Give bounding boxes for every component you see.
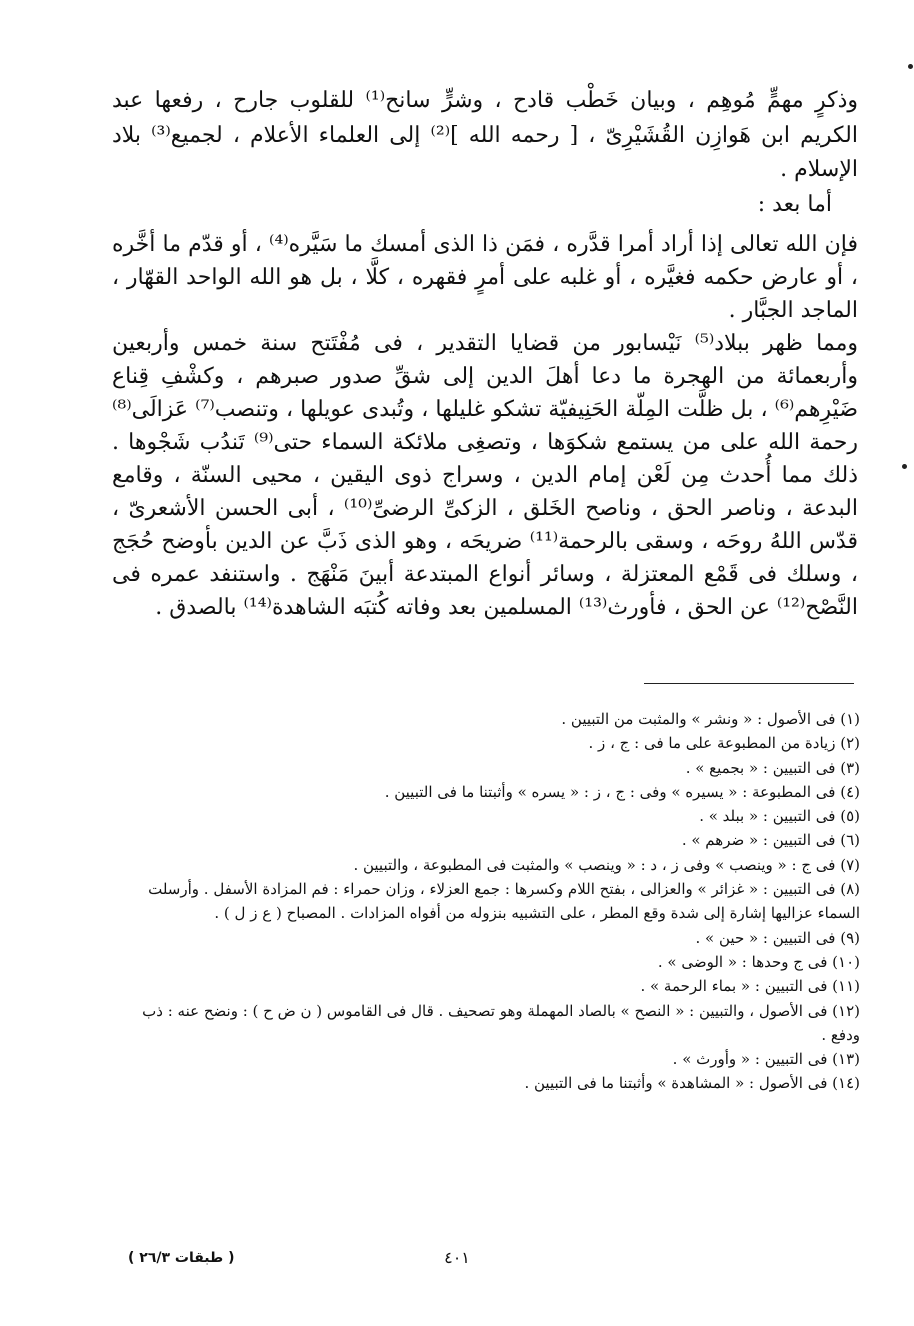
footnote-13: (١٣) فى التبيين : « وأورث » . bbox=[672, 1050, 860, 1069]
footnote-2: (٢) زيادة من المطبوعة على ما فى : ج ، ز . bbox=[588, 734, 860, 753]
page-number: ٤٠١ bbox=[444, 1248, 470, 1267]
paragraph-1: وذكرٍ مهمٍّ مُوهِم ، وبيان خَطْب قادح ، وشرٍّ سانح⁽¹⁾ للقلوب جارح ، رفعها عبد الكريم ابن هَوازِن القُشَيْرِىّ ، [ رحمه الله ]⁽²⁾ إلى العلماء الأعلام ، لجميع⁽³⁾ بلاد الإسلام . bbox=[112, 88, 859, 182]
footnote-3: (٣) فى التبيين : « بجميع » . bbox=[685, 758, 860, 777]
volume-signature: ( طبقات ٢٦/٣ ) bbox=[128, 1250, 235, 1266]
paragraph-4: ومما ظهر ببلاد⁽⁵⁾ نَيْسابور من قضايا التقدير ، فى مُفْتَتح سنة خمس وأربعين وأربعمائة من الهجرة ما دعا أهلَ الدين إلى شقِّ صدور صبرهم ، وكشْفِ قِناع ضَيْرِهم⁽⁶⁾ ، بل ظلَّت المِلّة الحَنِيفيّة تشكو غليلها ، وتُبدى عويلها ، وتنصب⁽⁷⁾ عَزالَى⁽⁸⁾ رحمة الله على من يستمع شكوَها ، وتصغِى ملائكة السماء حتى⁽⁹⁾ تَندُب شَجْوها . ذلك مما أُحدث مِن لَعْن إمام الدين ، وسراج ذوى اليقين ، محيى السنّة ، وقامع البدعة ، وناصر الحق ، وناصح الخَلق ، الزكىِّ الرضىِّ⁽¹⁰⁾ ، أبى الحسن الأشعرىّ ، قدّس اللهُ روحَه ، وسقى بالرحمة⁽¹¹⁾ ضريحَه ، وهو الذى ذَبَّ عن الدين بأوضح حُجَج ، وسلك فى قَمْع المعتزلة ، وسائر أنواع المبتدعة أبينَ مَنْهَج . واستنفد عمره فى النَّصْح⁽¹²⁾ عن الحق ، فأورث⁽¹³⁾ المسلمين بعد وفاته كُتبَه الشاهدة⁽¹⁴⁾ بالصدق . bbox=[112, 331, 859, 620]
footnote-6: (٦) فى التبيين : « ضرهم » . bbox=[681, 831, 860, 850]
footnote-10: (١٠) فى ج وحدها : « الوضى » . bbox=[657, 952, 860, 971]
footnote-14: (١٤) فى الأصول : « المشاهدة » وأثبتنا ما فى التبيين . bbox=[524, 1074, 860, 1093]
footnote-1: (١) فى الأصول : « ونشر » والمثبت من التبيين . bbox=[561, 710, 860, 728]
main-text bbox=[112, 84, 858, 624]
footnote-separator bbox=[644, 683, 854, 684]
footnote-8: (٨) فى التبيين : « غزائر » والعزالى ، بفتح اللام وكسرها : جمع العزلاء ، وزان حمراء : فم المزادة الأسفل . وأرسلت السماء عزاليها إشارة إلى شدة وقع المطر ، على التشبيه بنزوله من أفواه المزادات . المصباح ( ع ز ل ) . bbox=[148, 880, 860, 923]
footnote-7: (٧) فى ج : « وينصب » وفى ز ، د : « وينصب » والمثبت فى المطبوعة ، والتبيين . bbox=[353, 855, 860, 874]
footnote-5: (٥) فى التبيين : « ببلد » . bbox=[699, 807, 860, 826]
margin-speck bbox=[908, 64, 913, 69]
paragraph-3: فإن الله تعالى إذا أراد أمرا قدَّره ، فمَن ذا الذى أمسك ما سَيَّره⁽⁴⁾ ، أو قدّم ما أخَّره ، أو عارض حكمه فغيَّره ، أو غلبه على أمرٍ فقهره ، كلَّا ، بل هو الله الواحد القهّار ، الماجد الجبَّار . bbox=[112, 232, 858, 323]
footnotes bbox=[112, 707, 860, 1096]
footnote-9: (٩) فى التبيين : « حين » . bbox=[695, 928, 860, 947]
paragraph-2: أما بعد : bbox=[757, 191, 832, 217]
footnote-12: (١٢) فى الأصول ، والتبيين : « النصح » بالصاد المهملة وهو تصحيف . قال فى القاموس ( ن ض ح ) : ونضح عنه : ذب ودفع . bbox=[142, 1001, 860, 1044]
footnote-4: (٤) فى المطبوعة : « يسيره » وفى : ج ، ز : « يسره » وأثبتنا ما فى التبيين . bbox=[384, 782, 860, 801]
footnote-11: (١١) فى التبيين : « بماء الرحمة » . bbox=[640, 977, 860, 996]
margin-speck bbox=[902, 464, 907, 469]
